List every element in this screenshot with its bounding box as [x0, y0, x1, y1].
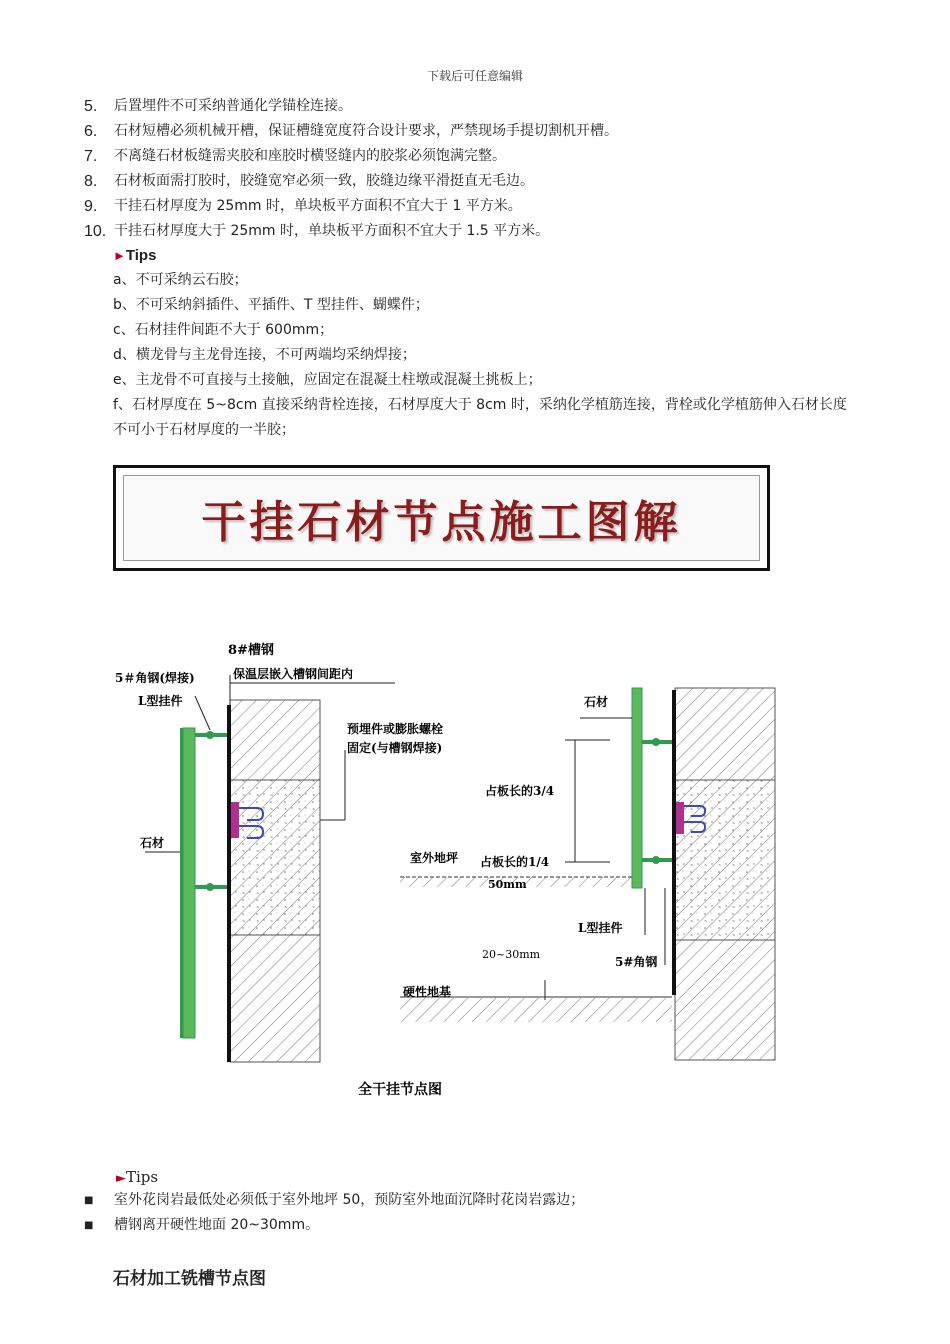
tip-line: a、不可采纳云石胶； — [113, 272, 248, 288]
stone-panel — [183, 728, 195, 1038]
stone-edge — [180, 728, 183, 1038]
label-fixed: 固定(与槽钢焊接) — [347, 741, 443, 755]
page-header: 下载后可任意编辑 — [426, 69, 523, 83]
label-dim-50: 50mm — [488, 878, 527, 891]
figure-caption: 全干挂节点图 — [358, 1082, 442, 1098]
item-number: 8. — [84, 173, 98, 190]
item-number: 5. — [84, 98, 98, 115]
label-angle-steel-right: 5#角钢 — [615, 955, 658, 969]
tip-line: d、横龙骨与主龙骨连接，不可两端均采纳焊接； — [113, 347, 416, 363]
item-text: 后置埋件不可采纳普通化学锚栓连接。 — [114, 98, 352, 114]
hard-ground-hatch — [400, 998, 672, 1022]
right-detail — [400, 688, 775, 1060]
tips-heading — [116, 1165, 158, 1189]
label-embedded: 预埋件或膨胀螺栓 — [347, 722, 444, 736]
label-angle-steel: 5＃角钢(焊接) — [115, 671, 195, 685]
banner-frame — [123, 475, 760, 561]
item-number: 6. — [84, 123, 98, 140]
bullet-text: 室外花岗岩最低处必须低于室外地坪 50，预防室外地面沉降时花岗岩露边； — [114, 1192, 585, 1208]
tip-line: b、不可采纳斜插件、平插件、T 型挂件、蝴蝶件； — [113, 297, 429, 313]
bullet-icon: ■ — [84, 1220, 94, 1231]
embedded-plate-right — [676, 802, 684, 834]
list-item — [84, 219, 884, 244]
item-text: 干挂石材厚度为 25mm 时，单块板平方面积不宜大于 1 平方米。 — [114, 198, 522, 214]
tips-title: Tips — [126, 1168, 159, 1186]
tip-line: f、石材厚度在 5~8cm 直接采纳背栓连接，石材厚度大于 8cm 时，采纳化学植筋连接，背栓或化学植筋伸入石材长度不可小于石材厚度的一半胶； — [113, 397, 847, 438]
banner-image — [113, 465, 770, 571]
bullet-text: 槽钢离开硬性地面 20~30mm。 — [114, 1217, 320, 1233]
concrete-beam-right — [675, 780, 775, 940]
tips-title: Tips — [125, 247, 157, 264]
list-item — [84, 1213, 884, 1238]
bolt-right-top — [652, 738, 660, 746]
label-hard-ground: 硬性地基 — [403, 985, 452, 999]
label-insulation: 保温层嵌入槽钢间距内 — [233, 667, 354, 681]
arrow-icon: ► — [113, 248, 126, 263]
left-detail — [115, 642, 443, 1062]
label-stone-right: 石材 — [584, 695, 609, 709]
list-item — [84, 169, 884, 194]
concrete-beam — [230, 780, 320, 935]
item-text: 不离缝石材板缝需夹胶和座胶时横竖缝内的胶浆必须饱满完整。 — [114, 148, 506, 164]
channel-steel — [227, 705, 231, 1062]
dry-hanging-node-diagram — [100, 630, 790, 1110]
label-l-hanger: L型挂件 — [138, 694, 183, 708]
bolt-right-bottom — [652, 856, 660, 864]
leader-line — [195, 696, 210, 730]
numbered-list — [84, 94, 884, 244]
tip-line: c、石材挂件间距不大于 600mm； — [113, 322, 334, 338]
stone-panel-right — [632, 688, 642, 888]
section-title: 石材加工铣槽节点图 — [113, 1269, 266, 1289]
item-text: 干挂石材厚度大于 25mm 时，单块板平方面积不宜大于 1.5 平方米。 — [114, 223, 550, 239]
label-stone-left: 石材 — [140, 836, 165, 850]
item-text: 石材板面需打胶时，胶缝宽窄必须一致，胶缝边缘平滑挺直无毛边。 — [114, 173, 534, 189]
list-item — [84, 1188, 884, 1213]
tips-block-1 — [113, 244, 853, 443]
embedded-plate — [231, 802, 239, 838]
item-text: 石材短槽必须机械开槽，保证槽缝宽度符合设计要求，严禁现场手提切割机开槽。 — [114, 123, 618, 139]
label-channel-steel: 8#槽钢 — [228, 643, 274, 658]
list-item — [84, 144, 884, 169]
label-three-quarter: 占板长的3/4 — [485, 784, 555, 798]
label-gap: 20~30mm — [482, 948, 541, 961]
item-number: 7. — [84, 148, 98, 165]
tips-heading — [113, 244, 853, 268]
bolt-top — [206, 731, 214, 739]
bullet-list — [84, 1188, 884, 1238]
label-l-hanger-right: L型挂件 — [578, 921, 623, 935]
list-item — [84, 94, 884, 119]
channel-steel-right — [672, 690, 676, 995]
banner-title: 干挂石材节点施工图解 — [201, 497, 682, 548]
tip-line: e、主龙骨不可直接与土接触，应固定在混凝土柱墩或混凝土挑板上； — [113, 372, 542, 388]
bolt-bottom — [206, 883, 214, 891]
item-number: 9. — [84, 198, 98, 215]
list-item — [84, 194, 884, 219]
label-outdoor-floor: 室外地坪 — [410, 851, 459, 865]
tips-block-2 — [116, 1165, 158, 1189]
list-item — [84, 119, 884, 144]
arrow-icon: ► — [116, 1171, 126, 1186]
label-one-quarter: 占板长的1/4 — [480, 855, 550, 869]
bullet-icon: ■ — [84, 1195, 94, 1206]
item-number: 10. — [84, 223, 107, 240]
